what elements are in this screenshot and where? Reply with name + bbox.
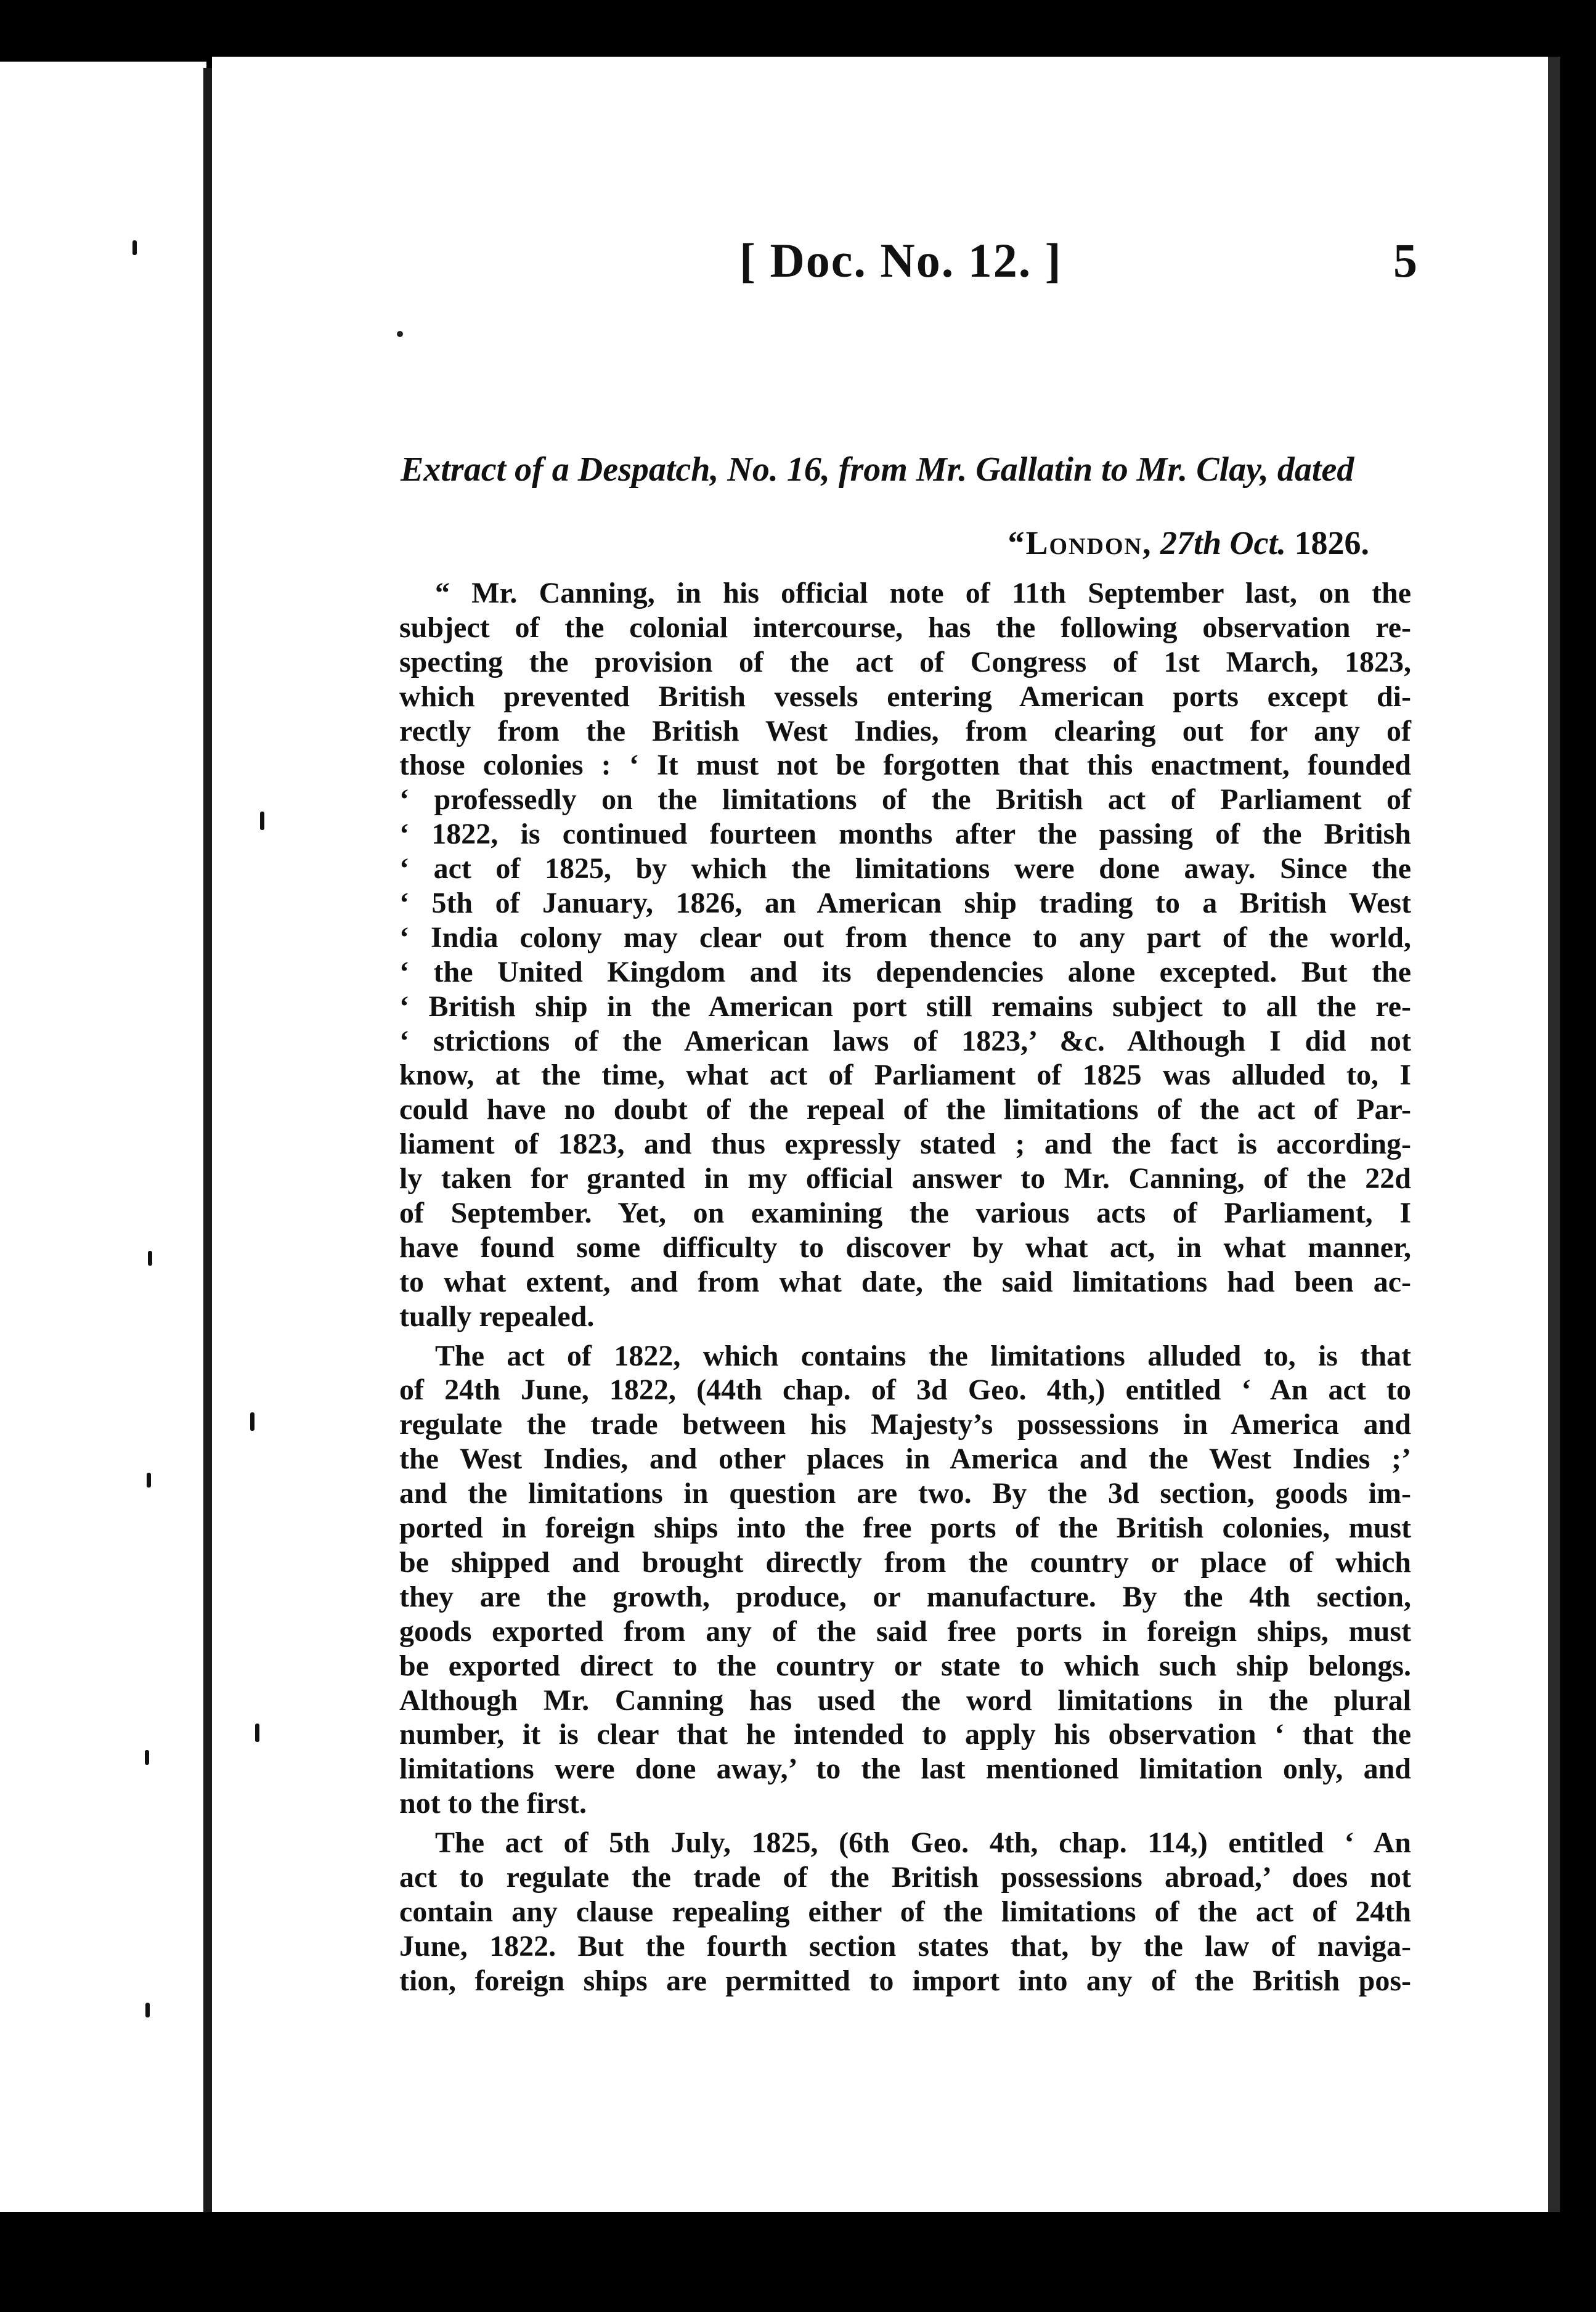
text-line: be shipped and brought directly from the country or place of which bbox=[399, 1545, 1411, 1579]
text-line: ‘ act of 1825, by which the limitations were done away. Since the bbox=[399, 852, 1411, 885]
ink-speck bbox=[397, 331, 403, 337]
text-line: limitations were done away,’ to the last mentioned limitation only, and bbox=[399, 1752, 1411, 1786]
margin-mark bbox=[145, 2003, 150, 2017]
running-header bbox=[394, 233, 1417, 288]
text-line: “ Mr. Canning, in his official note of 11th September last, on the bbox=[435, 577, 1411, 609]
text-line: ‘ 1822, is continued fourteen months after the passing of the British bbox=[399, 818, 1411, 851]
facing-page-edge bbox=[0, 62, 206, 2212]
text-line: ‘ professedly on the limitations of the British act of Parliament of bbox=[399, 783, 1411, 816]
text-line: act to regulate the trade of the British possessions abroad,’ does not bbox=[399, 1860, 1411, 1894]
text-line: specting the provision of the act of Congress of 1st March, 1823, bbox=[399, 645, 1411, 678]
text-line: liament of 1823, and thus expressly stated ; and the fact is according- bbox=[399, 1128, 1411, 1161]
text-line: ‘ strictions of the American laws of 1823,’ &c. Although I did not bbox=[399, 1024, 1411, 1057]
text-line: of 24th June, 1822, (44th chap. of 3d Geo. 4th,) entitled ‘ An act to bbox=[399, 1374, 1411, 1407]
text-line: of September. Yet, on examining the various acts of Parliament, I bbox=[399, 1197, 1411, 1230]
text-line: the West Indies, and other places in America and the West Indies ;’ bbox=[399, 1443, 1411, 1476]
text-line: tion, foreign ships are permitted to import into any of the British pos- bbox=[399, 1964, 1411, 1997]
margin-mark bbox=[148, 1251, 152, 1266]
text-line: contain any clause repealing either of the limitations of the act of 24th bbox=[399, 1895, 1411, 1928]
text-line: have found some difficulty to discover by what act, in what manner, bbox=[399, 1231, 1411, 1264]
book-gutter bbox=[203, 68, 212, 2212]
page-number: 5 bbox=[1393, 234, 1417, 287]
text-line: and the limitations in question are two. By the 3d section, goods im- bbox=[399, 1477, 1411, 1510]
text-line: they are the growth, produce, or manufacture. By the 4th section, bbox=[399, 1580, 1411, 1613]
letter-body bbox=[399, 576, 1411, 1998]
margin-mark bbox=[255, 1724, 259, 1742]
text-line: subject of the colonial intercourse, has the following observation re- bbox=[399, 611, 1411, 644]
page-edge-shadow bbox=[1548, 57, 1560, 2212]
paragraph bbox=[399, 576, 1411, 1334]
text-line: be exported direct to the country or state to which such ship belongs. bbox=[399, 1649, 1411, 1682]
text-line: number, it is clear that he intended to apply his observation ‘ that the bbox=[399, 1718, 1411, 1751]
document-reference: [ Doc. No. 12. ] bbox=[739, 234, 1062, 287]
scan-border-top bbox=[0, 0, 1596, 62]
text-line: ‘ the United Kingdom and its dependencies alone excepted. But the bbox=[399, 955, 1411, 988]
dateline-year: 1826. bbox=[1294, 524, 1369, 561]
text-line: to what extent, and from what date, the said limitations had been ac- bbox=[399, 1265, 1411, 1298]
scan-border-bottom bbox=[0, 2212, 1596, 2312]
text-line: rectly from the British West Indies, from clearing out for any of bbox=[399, 714, 1411, 747]
text-line: Although Mr. Canning has used the word limitations in the plural bbox=[399, 1683, 1411, 1717]
text-line: The act of 5th July, 1825, (6th Geo. 4th, chap. 114,) entitled ‘ An bbox=[435, 1826, 1411, 1860]
paragraph-gap bbox=[399, 1334, 1411, 1339]
text-line: ported in foreign ships into the free ports of the British colonies, must bbox=[399, 1512, 1411, 1545]
text-line: regulate the trade between his Majesty’s possessions in America and bbox=[399, 1408, 1411, 1441]
text-line: which prevented British vessels entering American ports except di- bbox=[399, 680, 1411, 713]
text-line: ‘ 5th of January, 1826, an American ship trading to a British West bbox=[399, 887, 1411, 920]
text-line: The act of 1822, which contains the limitations alluded to, is that bbox=[435, 1339, 1411, 1372]
text-line: June, 1822. But the fourth section states that, by the law of naviga- bbox=[399, 1929, 1411, 1963]
margin-mark bbox=[145, 1750, 149, 1765]
text-line: ‘ India colony may clear out from thence to any part of the world, bbox=[399, 921, 1411, 954]
paragraph bbox=[399, 1826, 1411, 1998]
dateline bbox=[401, 524, 1369, 562]
dateline-place: “London, bbox=[1008, 524, 1152, 561]
text-line: ly taken for granted in my official answer to Mr. Canning, of the 22d bbox=[399, 1162, 1411, 1195]
text-line: not to the first. bbox=[399, 1787, 587, 1820]
margin-mark bbox=[250, 1412, 254, 1431]
paragraph-gap bbox=[399, 1821, 1411, 1826]
paragraph bbox=[399, 1339, 1411, 1821]
margin-mark bbox=[147, 1473, 151, 1488]
extract-title: Extract of a Despatch, No. 16, from Mr. Gallatin to Mr. Clay, dated bbox=[401, 450, 1354, 489]
text-line: goods exported from any of the said free ports in foreign ships, must bbox=[399, 1614, 1411, 1648]
margin-mark bbox=[260, 812, 264, 830]
text-line: know, at the time, what act of Parliament of 1825 was alluded to, I bbox=[399, 1059, 1411, 1092]
margin-mark bbox=[132, 240, 137, 255]
text-line: tually repealed. bbox=[399, 1300, 595, 1333]
text-line: those colonies : ‘ It must not be forgotten that this enactment, founded bbox=[399, 749, 1411, 782]
text-line: ‘ British ship in the American port still remains subject to all the re- bbox=[399, 990, 1411, 1023]
dateline-date: 27th Oct. bbox=[1160, 524, 1286, 561]
text-line: could have no doubt of the repeal of the limitations of the act of Par- bbox=[399, 1093, 1411, 1126]
